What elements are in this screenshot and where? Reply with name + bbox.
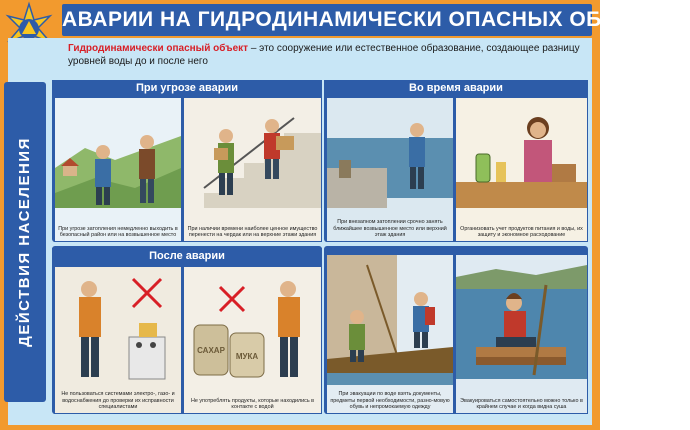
sack-label-flour: МУКА — [235, 352, 259, 361]
page-title: АВАРИИ НА ГИДРОДИНАМИЧЕСКИ ОПАСНЫХ ОБЪЕКТАХ — [62, 4, 592, 36]
caption-threat-2: При наличии времени наиболее ценное имущество перенести на чердак или на верхние этажи здания — [187, 225, 318, 239]
illustration-no-wet-food — [184, 267, 321, 413]
caption-during-4: Эвакуироваться самостоятельно можно только в крайнем случае и когда видна суша — [460, 397, 583, 411]
panel-threat-1 — [54, 97, 182, 242]
panel-after-1 — [54, 266, 182, 414]
section-threat-header: При угрозе аварии — [52, 80, 322, 96]
caption-during-3: При эвакуации по воде взять документы, предметы первой необходимости, разно-мовую обувь и непромокаемую одежду — [330, 391, 450, 411]
panel-during-4 — [455, 254, 588, 414]
illustration-evacuate-hill — [55, 98, 181, 241]
section-during-header: Во время аварии — [324, 80, 588, 96]
caption-after-2: Не употреблять продукты, которые находились в контакте с водой — [190, 397, 315, 411]
definition-text: – это сооружение или естественное образование, создающее разницу уровней воды до и после него — [68, 43, 580, 67]
panel-during-1 — [326, 97, 454, 242]
panel-threat-2 — [183, 97, 322, 242]
illustration-carry-to-attic — [184, 98, 321, 241]
sack-label-sugar: САХАР — [197, 346, 225, 355]
definition — [68, 42, 588, 72]
panel-during-2 — [455, 97, 588, 242]
illustration-boat-evacuation — [327, 255, 453, 413]
caption-during-2: Организовать учет продуктов питания и воды, их защиту и экономное расходование — [460, 225, 583, 239]
panel-after-2 — [183, 266, 322, 414]
illustration-raft-evacuation — [456, 255, 587, 413]
caption-during-1: При внезапном затоплении срочно занять ближайшее возвышенное место или верхний этаж здания — [333, 219, 447, 239]
caption-after-1: Не пользоваться системами электро-, газо- и водоснабжения до проверки их исправности специалистами — [61, 391, 175, 411]
panel-during-3 — [326, 254, 454, 414]
definition-term: Гидродинамически опасный объект — [68, 43, 249, 54]
section-after-header: После аварии — [52, 248, 322, 264]
caption-threat-1: При угрозе затопления немедленно выходить в безопасный район или на возвышенное место — [58, 225, 178, 239]
side-title: ДЕЙСТВИЯ НАСЕЛЕНИЯ — [16, 137, 33, 347]
illustration-food-supplies — [456, 98, 587, 241]
